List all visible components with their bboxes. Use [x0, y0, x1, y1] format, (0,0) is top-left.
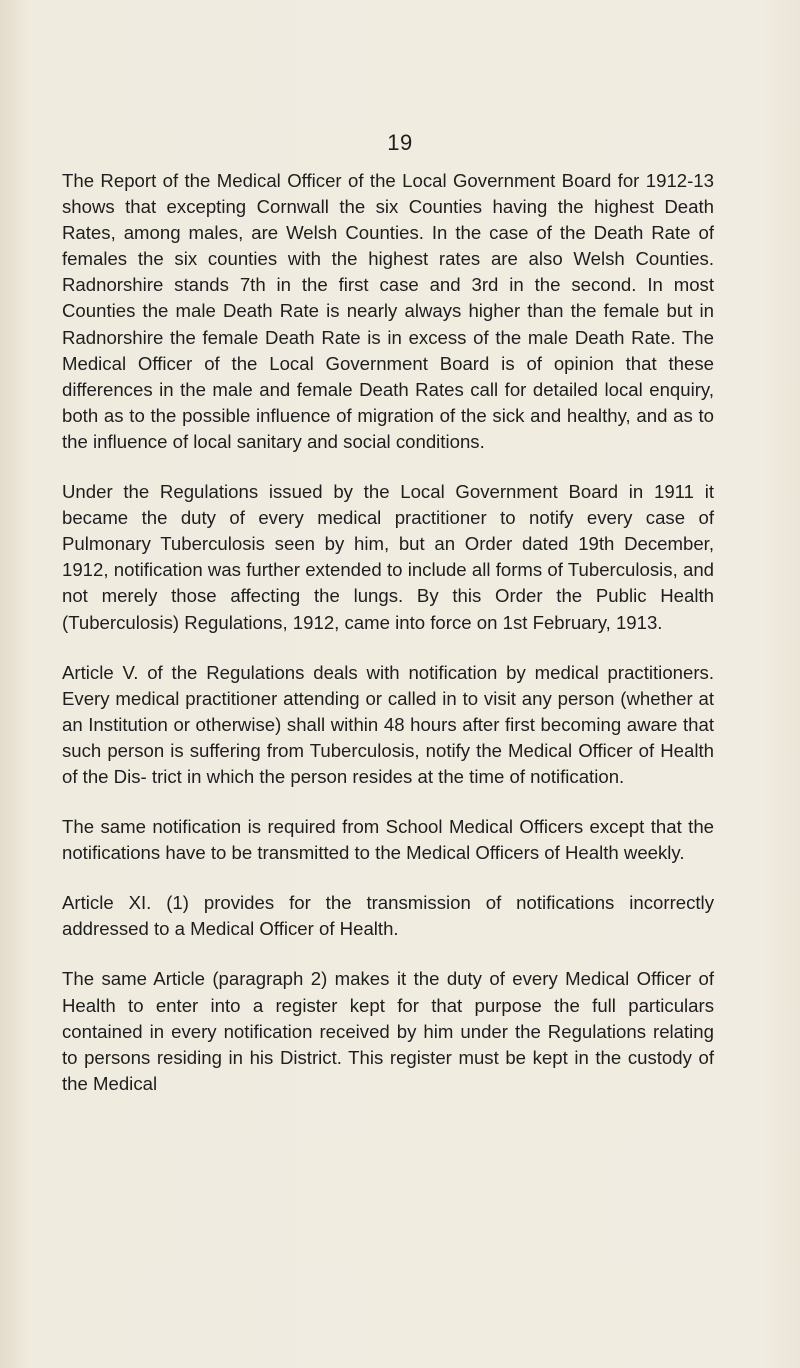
paragraph-article-xi: Article XI. (1) provides for the transmission of notifications incorrectly addressed to a Medical Officer of Health. — [62, 892, 714, 940]
paragraph-tuberculosis-regulations: Under the Regulations issued by the Local Government Board in 1911 it became the duty of every medical practitioner to notify every case of Pulmonary Tuberculosis seen by him, but an Order dated 19th December, 1912, notification was further extended to include all forms of Tuberculosis, and not merely those affecting the lungs. By this Order the Public Health (Tuberculosis) Regulations, 1912, came into force on 1st February, 1913. — [62, 481, 714, 633]
body-text — [62, 168, 714, 1097]
paragraph-death-rates: The Report of the Medical Officer of the Local Government Board for 1912-13 shows that excepting Cornwall the six Counties having the highest Death Rates, among males, are Welsh Counties. In the case of the Death Rate of females the six counties with the highest rates are also Welsh Counties. Radnorshire stands 7th in the first case and 3rd in the second. In most Counties the male Death Rate is nearly always higher than the female but in Radnorshire the female Death Rate is in excess of the male Death Rate. The Medical Officer of the Local Government Board is of opinion that these differences in the male and female Death Rates call for detailed local enquiry, both as to the possible influence of migration of the sick and healthy, and as to the influence of local sanitary and social conditions. — [62, 170, 714, 452]
page-number: 19 — [387, 130, 413, 155]
paragraph-article-v: Article V. of the Regulations deals with notification by medical practitioners. Every medical practitioner attending or called in to visit any person (whether at an Institution or otherwise) shall within 48 hours after first becoming aware that such person is suffering from Tuberculosis, notify the Medical Officer of Health of the Dis- trict in which the person resides at the time of notification. — [62, 661, 714, 787]
paragraph-school-medical-officers: The same notification is required from School Medical Officers except that the notifications have to be transmitted to the Medical Officers of Health weekly. — [62, 816, 714, 864]
paragraph-register: The same Article (paragraph 2) makes it the duty of every Medical Officer of Health to enter into a register kept for that purpose the full particulars contained in every notification received by him under the Regulations relating to persons residing in his District. This register must be kept in the custody of the Medical — [62, 968, 714, 1094]
